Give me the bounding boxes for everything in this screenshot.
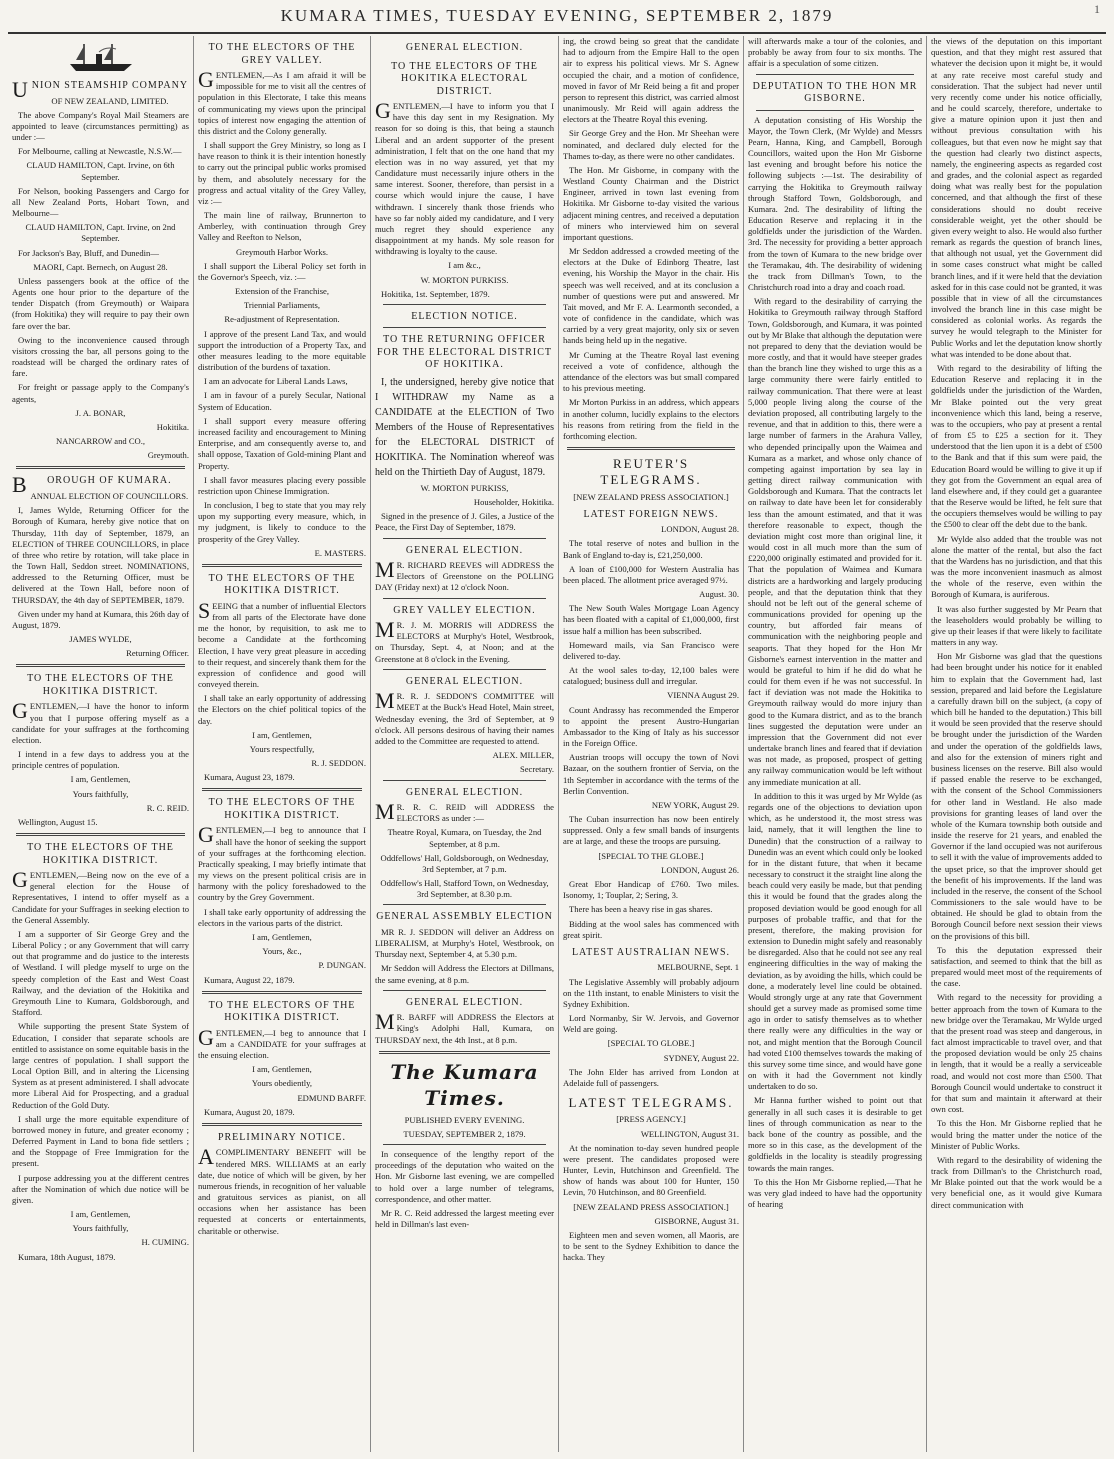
c5-p1: will afterwards make a tour of the colonies, and probably be away from four to six months. The affair is a speculation of some citizen. bbox=[748, 36, 922, 69]
union-p1: The above Company's Royal Mail Steamers are appointed to leave (circumstances permitting) as under :— bbox=[12, 109, 189, 143]
ge4-heading: GENERAL ELECTION. bbox=[405, 996, 524, 1008]
seddon-date: Kumara, August 23, 1879. bbox=[204, 772, 295, 783]
seddon-p4: Yours respectfully, bbox=[249, 743, 315, 754]
divider bbox=[202, 788, 362, 791]
ge3-p2: Theatre Royal, Kumara, on Tuesday, the 2nd September, at 8 p.m. bbox=[387, 827, 542, 849]
union-title: UNION STEAMSHIP COMPANY bbox=[12, 77, 189, 102]
c6-p8: To this the Hon. Mr Gisborne replied that he would bring the matter under the notice of the Minister of Public Works. bbox=[931, 1118, 1102, 1151]
latest-heading: LATEST TELEGRAMS. bbox=[568, 1095, 734, 1111]
dungan-p4: Yours, &c., bbox=[262, 946, 302, 957]
dungan-heading: TO THE ELECTORS OF THE HOKITIKA DISTRICT. bbox=[208, 797, 356, 821]
foreign-p7: Austrian troops will occupy the town of Novi Bazaar, on the southern frontier of Servia, on the 1th September in accordance with the terms of the Berlin Convention. bbox=[563, 752, 739, 796]
melbourne-dateline: MELBOURNE, Sept. 1 bbox=[657, 962, 739, 973]
divider bbox=[202, 991, 362, 994]
seddon-p3: I am, Gentlemen, bbox=[252, 729, 312, 740]
foreign-p4: Homeward mails, via San Francisco were delivered to-day. bbox=[563, 639, 739, 661]
deputation-p2: With regard to the desirability of carrying the Hokitika to Greymouth railway through Stafford Town, Goldsborough, and Kumara, it was pointed out by Mr Blake that although the deputation were not prepared to deny that the deviation would be more costly, and that it would have steeper grades than the branch line they wished to urge this as a large community there were fairly entitled to railway communication. That there were at least 5,000 people living along the course of the deviation proposed, all contributing largely to the revenue, and that in addition to this, there were a large number of farmers in the Arahura Valley, who depended principally upon the Waimea and Kumara as a market, and whose only chance of competing against importation by sea lay in getting direct railway communication with Goldsborough and Kumara. That the contracts let on railway to date have been let for considerably less than the amount estimated, and that it was therefore reasonable to expect, though the deviation might cost more than original line, it would cost in all much more than the sum of £220,000 originally estimated and provided for it. That the population of Waimea and Kumara districts are a hardworking and largely producing people, and that the deputation think that they should not be left out of the general scheme of communications provided for opening up the country, but afforded fair means of communication with the neighboring people and seaports. That they hoped for the Hon Mr Gisborne's earnest intervention in the matter and would be grateful to him if he did do what he could for them even if he was not successful. In fact if deviation was not made the Hokitika to Greymouth railway would do more injury than good to the Kumara district, and as to the branch lines suggested the deputation were under an impression that the Government did not ever undertake branch lines and feared that if deviation was not made, as proposed, prospect of getting any railway communication would be left without any immediate munication at all. bbox=[748, 296, 922, 787]
divider bbox=[383, 904, 546, 905]
ge2-signature: ALEX. MILLER, bbox=[492, 750, 554, 761]
union-sig2: Hokitika. bbox=[156, 421, 189, 432]
purkiss-signature: W. MORTON PURKISS. bbox=[420, 274, 509, 285]
divider bbox=[383, 669, 546, 670]
divider bbox=[383, 598, 546, 599]
ge4-p1: M R. BARFF will ADDRESS the Electors at King's Adolphi Hall, Kumara, on THURSDAY next, the 4th Inst., at 8 p.m. bbox=[375, 1009, 554, 1045]
reid-p4: Yours faithfully, bbox=[72, 788, 129, 799]
prelim-p1: ACOMPLIMENTARY BENEFIT will be tendered MRS. WILLIAMS at an early date, due notice of which will be given, by her numerous friends, in recognition of her valuable and gratuitous services as pianist, on all occasions when her assistance has been requested at concerts or entertainments, charitable or otherwise. bbox=[198, 1144, 366, 1236]
cuming-p5: I purpose addressing you at the different centres after the Nomination of which due notice will be given. bbox=[12, 1172, 189, 1205]
divider bbox=[383, 780, 546, 781]
seddon-p1: SEEING that a number of influential Electors from all parts of the Electorate have done me the honor, by requisition, to ask me to become a Candidate at the forthcoming Election, I have very great pleasure in acceding to their request, and sincerely thank them for the expression of confidence and good will conveyed therein. bbox=[198, 597, 366, 690]
dungan-p3: I am, Gentlemen, bbox=[252, 932, 312, 942]
ge2-signature-2: Secretary. bbox=[519, 764, 554, 775]
deputation-p4: Mr Hanna further wished to point out that generally in all such cases it is desirable to get lines of through communication as near to the back bone of the country as possible, and the more so in this case, as the development of the goldfields in the locality is steadily progressing towards the main ranges. bbox=[748, 1095, 922, 1173]
cuming-heading: TO THE ELECTORS OF THE HOKITIKA DISTRICT. bbox=[27, 842, 174, 866]
divider bbox=[379, 1051, 550, 1054]
reid-p2: I intend in a few days to address you at the principle centres of population. bbox=[12, 749, 189, 771]
foreign-p5: At the wool sales to-day, 12,100 bales were catalogued; business dull and irregular. bbox=[563, 665, 739, 687]
reuters-sub: [NEW ZEALAND PRESS ASSOCIATION.] bbox=[573, 491, 729, 502]
foreign-p10: There has been a heavy rise in gas shares. bbox=[569, 904, 713, 915]
divider bbox=[16, 664, 185, 667]
cuming-date: Kumara, 18th August, 1879. bbox=[18, 1251, 116, 1262]
borough-sig1: JAMES WYLDE, bbox=[69, 634, 132, 645]
masters-p13: I shall favor measures placing every possible restriction upon Chinese Immigration. bbox=[198, 474, 366, 496]
barff-p2: I am, Gentlemen, bbox=[252, 1064, 312, 1075]
divider bbox=[202, 1123, 362, 1126]
steamship-icon bbox=[66, 40, 136, 74]
australian-p2: Lord Normanby, Sir W. Jervois, and Governor Weld are going. bbox=[563, 1013, 739, 1035]
divider bbox=[383, 538, 546, 539]
ge3-p4: Oddfellow's Hall, Stafford Town, on Wednesday, 3rd September, at 8.30 p.m. bbox=[380, 878, 549, 900]
masters-p1: GENTLEMEN,—As I am afraid it will be impossible for me to visit all the centres of population in this Electorate, I take this means of communicating my views upon the principal topics of interest now engaging the attention of this district and the Colony generally. bbox=[198, 67, 366, 136]
c6-p1: the views of the deputation on this important question, and that they might rest assured that whatever the decision upon it might be, it would at any rate receive most careful study and consideration. That the subject had never until very recently come under his notice officially, and he could scarcely, therefore, undertake to give a mature opinion upon it just then and without previous consultation with his colleagues, but that even now he might say that the question had clearly two distinct aspects, namely, the engineering aspects as regarded cost and grades, and the colonial aspect as regarded doing what was really best for the population concerned, and that although the first of these considerations should no doubt receive considerable weight, yet the other should be given every weight to also. He would also further remark as regards the question of branch lines, that although not usual, yet the Government did in some cases construct what might be called branch lines, and if it were held that the deviation asked for in this case could not be granted, it was possible that in view of all the circumstances involved the branch line in this case might be considered as colonial works. As regards the survey he would telegraph to the Minister for Public Works and let the deputation know shortly what was intended to be done about that. bbox=[931, 36, 1102, 359]
divider bbox=[383, 1144, 546, 1145]
c6-p7: With regard to the necessity for providing a better approach from the town of Kumara to the new bridge over the Teramakau, Mr Wylde urged that the present road was steep and dangerous, in fact almost impracticable to travel over, and that the proposed deviation would be only 25 chains in length, that it would be a really a serviceable road, and would not cost more than £500. That Borough Council would undertake to construct it for that sum and maintain it afterward at their own cost. bbox=[931, 992, 1102, 1115]
masters-p12: I shall support every measure offering increased facility and encouragement to Mining Enterprise, and am consequently averse to, and shall oppose, Taxation of Gold-mining Plant and Property. bbox=[198, 415, 366, 471]
newyork-dateline: NEW YORK, August 29. bbox=[651, 799, 739, 810]
cont-p5: Mr Cuming at the Theatre Royal last evening received a vote of confidence, although the attendance of the electors was but small compared to his previous meeting. bbox=[563, 349, 739, 394]
deputation-heading: DEPUTATION TO THE HON MR GISBORNE. bbox=[752, 80, 918, 105]
notice-p2: Signed in the presence of J. Giles, a Justice of the Peace, the First Day of September, 1879. bbox=[375, 511, 554, 533]
divider bbox=[383, 304, 546, 305]
divider bbox=[202, 564, 362, 567]
cuming-p7: Yours faithfully, bbox=[72, 1223, 129, 1234]
cont-p1: ing, the crowd being so great that the candidate had to adjourn from the Empire Hall to the open air to express his political views. Mr S. Agnew occupied the chair, and a motion of confidence, moved in favor of Mr Reid being a fit and proper person to represent this district, was carried almost unanimously. Mr Reid will again address the electors at the Theatre Royal this evening. bbox=[563, 36, 739, 125]
cont-p6: Mr Morton Purkiss in an address, which appears in another column, lucidly explains to the electors his reasons from retiring from the field in the forthcoming election. bbox=[563, 397, 739, 441]
union-p8: Unless passengers book at the office of the Agents one hour prior to the departure of the tender Dispatch (from Greymouth) or Waipara (from Hokitika) they will require to pay their own fare over the bar. bbox=[12, 275, 189, 331]
deputation-p3: In addition to this it was urged by Mr Wylde (as regards one of the objections to deviation upon which, as he understood it, the most stress was laid, namely, that it will lengthen the line to Dunedin) that the construction of a railway to Dunedin was an event which could only be looked for in the distant future, that when it became necessary to construct it the straight line along the beach could very easily be made, but that pending this it would be found that the grades along the proposed deviation would be good enough for all purposes of probable traffic, and that for the present, therefore, the making provision for extension to Dunedin might safely and reasonably be disregarded. Also that he could not see any real engineering difficulties in the way of making the deviation, as by avoiding the hills, which could be done, a moderately level line could be obtained. Would strongly urge at any rate that Government should get a survey made as promised some time ago in order to satisfy themselves as to whether there really were any difficulties in the way or not, and might mention that the Borough Council had voted £100 themselves towards the making of this survey some time since, and would have gone on with it had the Government not kindly undertaken to do so. bbox=[748, 790, 922, 1092]
purkiss-date: Hokitika, 1st. September, 1879. bbox=[381, 288, 490, 299]
ge2-p1: M R. R. J. SEDDON'S COMMITTEE will MEET at the Buck's Head Hotel, Main street, Wednesday evening, the 3rd of September, at 9 o'clock. All persons desirous of having their names added to the Committee are requested to attend. bbox=[375, 688, 554, 746]
latest-p1: At the nomination to-day seven hundred people were present. The candidates proposed were Hunter, Levin, Hutchinson and Greenfield. The show of hands was about 100 for Hunter, 150 Levin, 70 Hutchinson, and 80 Greenfield. bbox=[563, 1142, 739, 1198]
divider bbox=[756, 110, 914, 111]
seddon-heading: TO THE ELECTORS OF THE HOKITIKA DISTRICT. bbox=[208, 572, 356, 597]
foreign-p3: The New South Wales Mortgage Loan Agency has been floated with a capital of £1,000,000, first issue half a million has been subscribed. bbox=[563, 603, 739, 636]
c6-p5: Hon Mr Gisborne was glad that the questions had been brought under his notice for it enabled him to explain that the Government had, last session, prepared and laid before the Legislature a carefully drawn bill on the subject, (a copy of which bill he handed to the deputation.) This bill it would be seen provided that the reserve should be brought under the jurisdiction of the Warden and under the operation of the goldfields laws, and also for the extension of miners right and business licenses on the reserve. Bill also would if passed enable the reserve to be exchanged, with the consent of the School Commissioners for other land in Westland. He also made provisions for granting leases of land over the whole of the Kumara township both outside and inside the reserve for 21 years, and enabled the Governor if the land occupied was not auriferous to sell it with the value of improvements added to the upset price, so that the improver should get the benefit of his improvements. If the land was included in the reserve, the consent of the School Commissioners to the sale would have to be obtained. He should be glad to obtain from the Borough Council before next session their views on the provisions of this bill. bbox=[931, 651, 1102, 941]
ge1-heading: GENERAL ELECTION. bbox=[405, 544, 524, 556]
masters-heading: TO THE ELECTORS OF THE GREY VALLEY. bbox=[208, 42, 356, 66]
union-p4: For Nelson, booking Passengers and Cargo for all New Zealand Ports, Hobart Town, and Melbourne— bbox=[12, 185, 189, 219]
london-dateline: LONDON, August 28. bbox=[661, 524, 739, 535]
reuters-heading: REUTER'S TELEGRAMS. bbox=[600, 456, 702, 488]
newspaper-title: The Kumara Times. bbox=[390, 1059, 539, 1110]
australian-heading: LATEST AUSTRALIAN NEWS. bbox=[571, 946, 731, 958]
reid-p3: I am, Gentlemen, bbox=[70, 774, 131, 785]
barff-signature: EDMUND BARFF. bbox=[297, 1092, 366, 1103]
publication-line: PUBLISHED EVERY EVENING. bbox=[404, 1114, 525, 1125]
union-p2: For Melbourne, calling at Newcastle, N.S.W.— bbox=[18, 146, 182, 157]
ge3-heading: GENERAL ELECTION. bbox=[405, 786, 524, 798]
reid-date: Wellington, August 15. bbox=[18, 816, 98, 827]
purkiss-subheading: TO THE ELECTORS OF THE HOKITIKA ELECTORAL DISTRICT. bbox=[391, 60, 538, 97]
masters-signature: E. MASTERS. bbox=[314, 547, 366, 558]
foreign-p9: Great Ebor Handicap of £760. Two miles. Isonomy, 1; Touplar, 2; Sering, 3. bbox=[563, 879, 739, 901]
column-5 bbox=[743, 36, 926, 1452]
page-number: 1 bbox=[1094, 2, 1100, 16]
purkiss-p2: I am &c., bbox=[448, 260, 481, 271]
globe-sub-1: [SPECIAL TO THE GLOBE.] bbox=[598, 850, 704, 861]
barff-p1: GENTLEMEN,—I beg to announce that I am a CANDIDATE for your suffrages at the ensuing election. bbox=[198, 1024, 366, 1061]
ge2-heading: GENERAL ELECTION. bbox=[405, 675, 524, 687]
divider bbox=[567, 447, 735, 450]
globe-sub-2: [SPECIAL TO GLOBE.] bbox=[607, 1038, 695, 1049]
notice-heading: ELECTION NOTICE. bbox=[411, 310, 518, 322]
column-2 bbox=[193, 36, 370, 1452]
nzpa-sub: [NEW ZEALAND PRESS ASSOCIATION.] bbox=[573, 1201, 729, 1212]
union-p7: MAORI, Capt. Bernech, on August 28. bbox=[33, 261, 168, 272]
gae-p1: MR R. J. SEDDON will deliver an Address on LIBERALISM, at Murphy's Hotel, Westbrook, on Thursday next, September 4, at 5.30 p.m. bbox=[375, 926, 554, 960]
divider bbox=[16, 833, 185, 836]
dungan-signature: P. DUNGAN. bbox=[318, 960, 366, 971]
foreign-p6: Count Andrassy has recommended the Emperor to appoint the present Austro-Hungarian Ambassador to the King of Italy as his successor in the Foreign Office. bbox=[563, 704, 739, 749]
gisborne-dateline: GISBORNE, August 31. bbox=[654, 1215, 739, 1226]
ge3-p1: M R. R. C. REID will ADDRESS the ELECTORS as under :— bbox=[375, 799, 554, 825]
c6-p9: With regard to the desirability of widening the track from Dillman's to the Christchurch road, Mr Blake pointed out that the work would be a very beneficial one, as it would give Kumara direct communication with bbox=[931, 1154, 1102, 1210]
cont-p4: Mr Seddon addressed a crowded meeting of the electors at the Duke of Edinborg Theatre, last evening, his Worship the Mayor in the chair. His speech was well received, and at its conclusion a number of questions were put and answered. Mr Tait moved, and Mr F. A. Learmonth seconded, a vote of confidence in the candidate, which was carried by a very great majority, only six or seven hands being held up in the negative. bbox=[563, 246, 739, 346]
c6-p4: It was also further suggested by Mr Pearn that the leaseholders would probably be willing to give up their leases if that were likely to facilitate matters in any way. bbox=[931, 603, 1102, 648]
ge1-p1: M R. RICHARD REEVES will ADDRESS the Electors of Greenstone on the POLLING DAY (Friday next) at 12 o'clock Noon. bbox=[375, 557, 554, 593]
lead-p2: Mr R. C. Reid addressed the largest meeting ever held in Dillman's last even- bbox=[375, 1207, 554, 1230]
masters-p3: The main line of railway, Brunnerton to Amberley, with continuation through Grey Valley and Reefton to Nelson, bbox=[198, 210, 366, 243]
union-p9: Owing to the inconvenience caused through visitors crossing the bar, all persons going to the roadstead will be charged the ordinary rates of fare. bbox=[12, 334, 189, 379]
masters-p6: Extension of the Franchise, bbox=[234, 286, 330, 297]
column-6 bbox=[926, 36, 1106, 1452]
dungan-p1: GENTLEMEN,—I beg to announce that I shall have the honor of seeking the support of your suffrages at the forthcoming election. Practically speaking, I may briefly intimate that my views on the present political crisis are in harmony with the policy foreshadowed to the country by the Grey Government. bbox=[198, 822, 366, 903]
borough-sig2: Returning Officer. bbox=[126, 648, 189, 659]
union-p5: CLAUD HAMILTON, Capt. Irvine, on 2nd September. bbox=[25, 222, 176, 244]
cuming-signature: H. CUMING. bbox=[141, 1237, 189, 1248]
cuming-p1: GENTLEMEN,—Being now on the eve of a general election for the House of Representatives, I intend to offer myself as a Candidate for your Suffrages in seeking election to the General Assembly. bbox=[12, 867, 189, 925]
notice-p1: I, the undersigned, hereby give notice that I WITHDRAW my Name as a CANDIDATE at the ELECTION of Two Members of the House of Representatives for the ELECTORAL DISTRICT of HOKITIKA. The Nomination whereof was held on the Thirtieth Day of August, 1879. bbox=[375, 376, 554, 478]
divider bbox=[383, 990, 546, 991]
masters-p5: I shall support the Liberal Policy set forth in the Governor's Speech, viz. :— bbox=[198, 260, 366, 282]
grey-p1: M R. J. M. MORRIS will ADDRESS the ELECTORS at Murphy's Hotel, Westbrook, on Thursday, Sept. 4, at Noon; and at the Greenstone at 8 o'clock in the Evening. bbox=[375, 617, 554, 664]
union-p10: For freight or passage apply to the Company's agents, bbox=[12, 382, 189, 404]
foreign-p2: A loan of £100,000 for Western Australia has been placed. The allotment price averaged 97½. bbox=[563, 563, 739, 585]
borough-p1: I, James Wylde, Returning Officer for the Borough of Kumara, hereby give notice that on Thursday, 11th day of September, 1879, an ELECTION of THREE COUNCILLORS, in place of three who retire by rotation, will take place in the Town Hall, Seddon street. NOMINATIONS, addressed to the Returning Officer, must be delivered at the Town Hall, before noon of THURSDAY, the 4th day of SEPTEMBER, 1879. bbox=[12, 505, 189, 605]
cont-p2: Sir George Grey and the Hon. Mr Sheehan were nominated, and declared duly elected for the Thames to-day, as there were no other candidates. bbox=[563, 128, 739, 161]
notice-signature-2: Householder, Hokitika. bbox=[473, 497, 554, 508]
notice-subheading: TO THE RETURNING OFFICER FOR THE ELECTORAL DISTRICT OF HOKITIKA. bbox=[377, 334, 552, 371]
seddon-signature: R. J. SEDDON. bbox=[311, 758, 366, 769]
masters-p14: In conclusion, I beg to state that you may rely upon my supporting every measure, which, in my judgment, is likely to conduce to the prosperity of the Grey Valley. bbox=[198, 500, 366, 544]
union-sig1: J. A. BONAR, bbox=[75, 407, 126, 418]
reid-p1: GENTLEMEN,—I have the honor to inform you that I purpose offering myself as a candidate for your suffrages at the forthcoming election. bbox=[12, 698, 189, 745]
reid-signature: R. C. REID. bbox=[146, 802, 189, 813]
masthead-rule bbox=[8, 32, 1106, 34]
foreign-p11: Bidding at the wool sales has commenced with great spirit. bbox=[563, 918, 739, 940]
masters-p11: I am in favour of a purely Secular, National System of Education. bbox=[198, 390, 366, 412]
borough-title: B OROUGH OF KUMARA. bbox=[12, 472, 172, 498]
gae-p2: Mr Seddon will Address the Electors at Dillmans, the same evening, at 8 p.m. bbox=[375, 963, 554, 985]
purkiss-heading: GENERAL ELECTION. bbox=[405, 42, 524, 53]
masters-p7: Triennial Parliaments, bbox=[243, 300, 321, 311]
masters-p10: I am an advocate for Liberal Lands Laws, bbox=[204, 376, 348, 387]
union-sig4: Greymouth. bbox=[147, 450, 189, 461]
union-sig3: NANCARROW and CO., bbox=[55, 436, 146, 447]
cuming-p6: I am, Gentlemen, bbox=[70, 1209, 131, 1220]
dungan-p2: I shall take early opportunity of addressing the electors in the various parts of the district. bbox=[198, 906, 366, 928]
divider bbox=[383, 327, 546, 328]
foreign-p8: The Cuban insurrection has now been entirely suppressed. Only a few small bands of insurgents are at large, and these the troops are pursuing. bbox=[563, 814, 739, 847]
c6-p2: With regard to the desirability of lifting the Education Reserve and replacing it in the goldfields under the jurisdiction of the Warden, Mr Blake pointed out the very great inconvenience which this land, being a reserve, was to the occupiers, who pay at present a rental of from £5 to £25 a section for it. They understood that the lien upon it is a debt of £500 to the Bank and that if this sum were paid, the Education Board would be willing to give it up if they got from the Government an equal area of land elsewhere and, if they could get a guarantee that the Reserve would be lifted, he felt sure that the occupiers themselves would be willing to pay the £500 to clear off the debt due to the bank. bbox=[931, 362, 1102, 530]
masthead: KUMARA TIMES, TUESDAY EVENING, SEPTEMBER 2, 1879 bbox=[280, 6, 834, 25]
cuming-p4: I shall urge the more equitable expenditure of borrowed money in future, and greater economy ; Deferred Payment in Land to bona fide settlers ; and the Stoppage of Free Immigration for the present. bbox=[12, 1113, 189, 1169]
union-p3: CLAUD HAMILTON, Capt. Irvine, on 6th September. bbox=[26, 160, 175, 182]
issue-date: TUESDAY, SEPTEMBER 2, 1879. bbox=[403, 1128, 526, 1139]
c6-p3: Mr Wylde also added that the trouble was not alone the matter of the rental, but also the fact that the Wardens has no jurisdiction, and that this was the more inconvenient inasmuch as almost the whole of the reserve, even within the Borough of Kumara, is auriferous. bbox=[931, 533, 1102, 600]
grey-heading: GREY VALLEY ELECTION. bbox=[393, 604, 536, 616]
barff-heading: TO THE ELECTORS OF THE HOKITIKA DISTRICT. bbox=[208, 999, 356, 1024]
prelim-heading: PRELIMINARY NOTICE. bbox=[217, 1131, 347, 1143]
masters-p9: I approve of the present Land Tax, and would support the introduction of a Property Tax, and other measures leading to the more equitable distribution of the burdens of taxation. bbox=[198, 328, 366, 373]
deputation-p5: To this the Hon Mr Gisborne replied,—That he was very glad indeed to have had the opportunity of hearing bbox=[748, 1176, 922, 1210]
latest-p2: Eighteen men and seven women, all Maoris, are to be sent to the Sydney Exhibition to dance the hacka. They bbox=[563, 1229, 739, 1263]
cuming-p2: I am a supporter of Sir George Grey and the Liberal Policy ; or any Government that will carry out that programme and do justice to the interests of Westland. I will pledge myself to urge on the speedy completion of the East and West Coast Railway, and the deviation of the Hokitika and Greymouth Line to Kumara, Goldsborough, and Stafford. bbox=[12, 928, 189, 1018]
lead-p1: In consequence of the lengthy report of the proceedings of the deputation who waited on the Hon. Mr Gisborne last evening, we are compelled to hold over a large number of telegrams, correspondence, and other matter. bbox=[375, 1149, 554, 1204]
ge3-p3: Oddfellows' Hall, Goldsborough, on Wednesday, 3rd September, at 7 p.m. bbox=[380, 852, 549, 874]
aug30-dateline: August. 30. bbox=[699, 589, 739, 600]
column-1 bbox=[8, 36, 193, 1452]
australian-p1: The Legislative Assembly will probably adjourn on the 11th instant, to enable Ministers to visit the Sydney Exhibition. bbox=[563, 976, 739, 1009]
column-4 bbox=[558, 36, 743, 1452]
borough-p2: Given under my hand at Kumara, this 26th day of August, 1879. bbox=[12, 608, 189, 630]
gae-heading: GENERAL ASSEMBLY ELECTION bbox=[376, 911, 553, 923]
notice-signature: W. MORTON PURKISS, bbox=[420, 482, 509, 493]
column-3 bbox=[370, 36, 558, 1452]
press-sub: [PRESS AGENCY.] bbox=[616, 1114, 686, 1125]
c6-p6: To this the deputation expressed their satisfaction, and seemed to think that the bill as prepared would meet most of the requirements of the case. bbox=[931, 944, 1102, 989]
divider bbox=[16, 466, 185, 469]
australian-p3: The John Elder has arrived from London at Adelaide full of passengers. bbox=[563, 1066, 739, 1088]
barff-p3: Yours obediently, bbox=[251, 1078, 313, 1089]
foreign-p1: The total reserve of notes and bullion in the Bank of England to-day is, £21,250,000. bbox=[563, 538, 739, 560]
cuming-p3: While supporting the present State System of Education, I consider that separate schools are entitled to assistance on some equitable basis in the large centres of population. I shall support the Local Option Bill, and in altering the Licensing System as at present administered. I shall advocate more Liberal Aid for Prospecting, and a gradual Reduction of the Gold Duty. bbox=[12, 1021, 189, 1110]
vienna-dateline: VIENNA August 29. bbox=[667, 690, 739, 701]
masters-p4: Greymouth Harbor Works. bbox=[236, 246, 328, 257]
london2-dateline: LONDON, August 26. bbox=[661, 864, 739, 875]
purkiss-p1: GENTLEMEN,—I have to inform you that I have this day sent in my Resignation. My reason for so doing is this, that being a staunch Liberal and an ardent supporter of the present administration, I felt that on the one hand that my election was in no way assured, yet that my Candidature must necessarily injure others in the same interest. Sooner, therefore, than persist in a course which would injure the cause, I have withdrawn. I sincerely thank those friends who have so far nobly aided my candidature, and I very much regret they should experience any disappointment at my hands. My sole reason for withdrawing is loyalty to the cause. bbox=[375, 98, 554, 257]
barff-date: Kumara, August 20, 1879. bbox=[204, 1106, 295, 1117]
dungan-date: Kumara, August 22, 1879. bbox=[204, 974, 295, 985]
divider bbox=[756, 74, 914, 75]
sydney-dateline: SYDNEY, August 22. bbox=[663, 1052, 739, 1063]
union-p6: For Jackson's Bay, Bluff, and Dunedin— bbox=[18, 247, 159, 258]
union-subtitle: OF NEW ZEALAND, LIMITED. bbox=[51, 95, 169, 106]
cont-p3: The Hon. Mr Gisborne, in company with the Westland County Chairman and the District Engineer, arrived in town last evening from Hokitika. Mr Gisborne to-day visited the various adjacent mining centres, and received a deputation of miners who interviewed him on several important questions. bbox=[563, 164, 739, 242]
reid-heading: TO THE ELECTORS OF THE HOKITIKA DISTRICT. bbox=[27, 673, 174, 697]
foreign-heading: LATEST FOREIGN NEWS. bbox=[583, 508, 719, 520]
deputation-p1: A deputation consisting of His Worship the Mayor, the Town Clerk, (Mr Wylde) and Messrs Pearn, Hanna, King, and Campbell, Borough Councillors, waited upon the Hon Mr Gisborne last evening and brought before his notice the following subjects :—1st. The desirability of carrying the Hokitika to Greymouth railway through Stafford Town, Goldsborough, and Kumara. 2nd. The desirability of lifting the Education Reserve and replacing it in the goldfields under the jurisdiction of the Warden. 3rd. The necessity for providing a better approach from the town of Kumara to the new bridge over the Teramakau, 4th. The desirability of widening the track from Dillman's Town, to the Christchurch road into a dray and coach road. bbox=[748, 114, 922, 293]
borough-sub: ANNUAL ELECTION OF COUNCILLORS. bbox=[30, 490, 189, 501]
masters-p8: Re-adjustment of Representation. bbox=[224, 314, 340, 325]
seddon-p2: I shall take an early opportunity of addressing the Electors on the chief political topics of the day. bbox=[198, 693, 366, 726]
masters-p2: I shall support the Grey Ministry, so long as I have reason to think it is their intention honestly to carry out the principal public works promised by them, and absolutely necessary for the progress and actual vitality of the Grey Valley, viz :— bbox=[198, 140, 366, 206]
wellington-dateline: WELLINGTON, August 31. bbox=[640, 1128, 739, 1139]
